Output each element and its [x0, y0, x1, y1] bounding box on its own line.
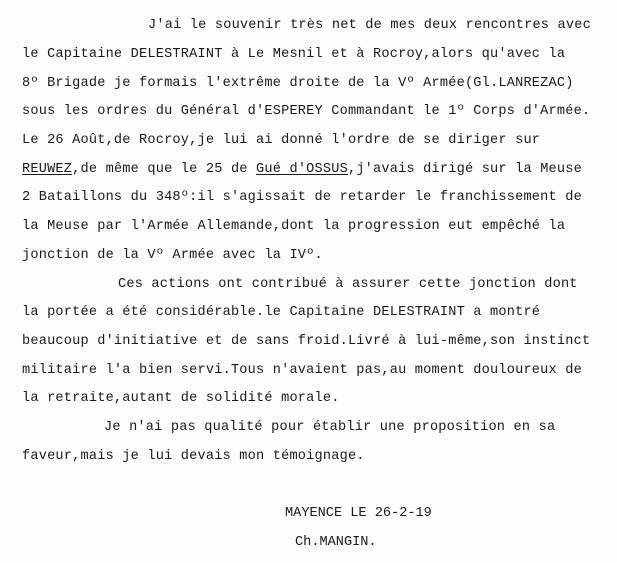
paragraph-3-line-2: faveur,mais je lui devais mon témoignage.	[22, 449, 365, 464]
paragraph-2-line-5: la retraite,autant de solidité morale.	[22, 391, 340, 406]
paragraph-2-line-1: Ces actions ont contribué à assurer cette jonction dont	[118, 277, 578, 292]
place-gue-d-ossus: Gué d'OSSUS	[256, 162, 348, 177]
place-and-date: MAYENCE LE 26-2-19	[285, 506, 432, 521]
paragraph-1-line-5: Le 26 Août,de Rocroy,je lui ai donné l'ordre de se diriger sur	[22, 133, 541, 148]
paragraph-1-line-1: J'ai le souvenir très net de mes deux rencontres avec	[148, 18, 591, 33]
paragraph-1-line-9: jonction de la Vº Armée avec la IVº.	[22, 248, 323, 263]
paragraph-3-line-1: Je n'ai pas qualité pour établir une proposition en sa	[104, 420, 556, 435]
line-6-text-a: ,de même que le 25 de	[72, 162, 257, 177]
paragraph-1-line-7: 2 Bataillons du 348º:il s'agissait de retarder le franchissement de	[22, 190, 582, 205]
paragraph-2-line-2: la portée a été considérable.le Capitaine DELESTRAINT a montré	[22, 305, 541, 320]
paragraph-1-line-3: 8º Brigade je formais l'extrême droite de la Vº Armée(Gl.LANREZAC)	[22, 76, 574, 91]
signature-name: Ch.MANGIN.	[295, 535, 377, 550]
paragraph-2-line-4: militaire l'a bien servi.Tous n'avaient pas,au moment douloureux de	[22, 363, 582, 378]
paragraph-1-line-8: la Meuse par l'Armée Allemande,dont la progression eut empêché la	[22, 219, 566, 234]
place-reuwez: REUWEZ	[22, 162, 73, 177]
paragraph-1-line-6	[22, 162, 582, 178]
paragraph-2-line-3: beaucoup d'initiative et de sans froid.Livré à lui-même,son instinct	[22, 334, 591, 349]
paragraph-1-line-4: sous les ordres du Général d'ESPEREY Commandant le 1º Corps d'Armée.	[22, 104, 591, 119]
paragraph-1-line-2: le Capitaine DELESTRAINT à Le Mesnil et à Rocroy,alors qu'avec la	[22, 47, 566, 62]
line-6-text-b: ,j'avais dirigé sur la Meuse	[347, 162, 582, 177]
